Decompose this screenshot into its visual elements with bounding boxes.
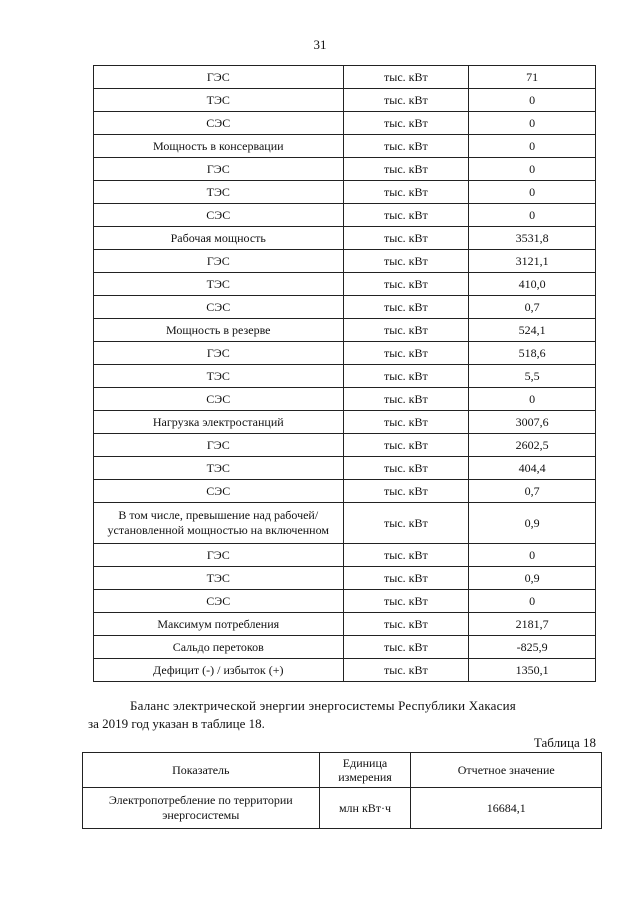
row-unit: тыс. кВт xyxy=(343,388,469,411)
table-row xyxy=(94,567,596,590)
row-value: 1350,1 xyxy=(469,659,596,682)
row-value: 0 xyxy=(469,388,596,411)
table-row xyxy=(94,227,596,250)
table-row xyxy=(94,296,596,319)
row-label: ГЭС xyxy=(94,342,344,365)
row-label: ГЭС xyxy=(94,250,344,273)
row-unit: тыс. кВт xyxy=(343,590,469,613)
row-label: ГЭС xyxy=(94,434,344,457)
table-row xyxy=(94,181,596,204)
row-label: ГЭС xyxy=(94,66,344,89)
row-value: 0,7 xyxy=(469,296,596,319)
row-unit: тыс. кВт xyxy=(343,659,469,682)
row-value: 2181,7 xyxy=(469,613,596,636)
row-label: ТЭС xyxy=(94,365,344,388)
row-label-line: установленной мощностью на включенном xyxy=(107,523,329,537)
row-value: 524,1 xyxy=(469,319,596,342)
row-value: 0 xyxy=(469,89,596,112)
row-unit: тыс. кВт xyxy=(343,365,469,388)
row-label: Рабочая мощность xyxy=(94,227,344,250)
energy-balance-table xyxy=(82,752,602,829)
row-unit: тыс. кВт xyxy=(343,112,469,135)
row-unit: тыс. кВт xyxy=(343,342,469,365)
row-value: 3121,1 xyxy=(469,250,596,273)
table-row xyxy=(94,273,596,296)
row-label-line: энергосистемы xyxy=(162,808,240,822)
table-row xyxy=(94,659,596,682)
row-value: -825,9 xyxy=(469,636,596,659)
row-label: Дефицит (-) / избыток (+) xyxy=(94,659,344,682)
row-unit: тыс. кВт xyxy=(343,227,469,250)
row-value: 5,5 xyxy=(469,365,596,388)
row-label xyxy=(83,788,320,829)
row-unit: тыс. кВт xyxy=(343,636,469,659)
table-row xyxy=(94,636,596,659)
row-value: 0 xyxy=(469,590,596,613)
table-row xyxy=(94,204,596,227)
table-row xyxy=(83,788,602,829)
row-unit: тыс. кВт xyxy=(343,480,469,503)
row-value: 2602,5 xyxy=(469,434,596,457)
row-label: СЭС xyxy=(94,590,344,613)
row-label-line: В том числе, превышение над рабочей/ xyxy=(118,508,319,522)
table-row xyxy=(94,158,596,181)
balance-paragraph xyxy=(88,697,558,733)
row-unit: тыс. кВт xyxy=(343,181,469,204)
row-label: ТЭС xyxy=(94,181,344,204)
column-header xyxy=(319,753,411,788)
row-label: СЭС xyxy=(94,480,344,503)
row-label xyxy=(94,503,344,544)
row-label: СЭС xyxy=(94,112,344,135)
row-unit: тыс. кВт xyxy=(343,135,469,158)
table-row xyxy=(94,411,596,434)
row-label-line: Электропотребление по территории xyxy=(108,793,293,807)
row-label: ТЭС xyxy=(94,567,344,590)
row-value: 3531,8 xyxy=(469,227,596,250)
row-label: ТЭС xyxy=(94,273,344,296)
table-row xyxy=(94,590,596,613)
row-label: ТЭС xyxy=(94,457,344,480)
row-value: 0 xyxy=(469,544,596,567)
table-row xyxy=(94,434,596,457)
row-unit: тыс. кВт xyxy=(343,204,469,227)
power-balance-table xyxy=(93,65,596,682)
row-unit: тыс. кВт xyxy=(343,250,469,273)
table-row xyxy=(94,342,596,365)
row-value: 3007,6 xyxy=(469,411,596,434)
row-label: СЭС xyxy=(94,296,344,319)
row-label: Нагрузка электростанций xyxy=(94,411,344,434)
row-label: ТЭС xyxy=(94,89,344,112)
row-value: 71 xyxy=(469,66,596,89)
row-value: 0,7 xyxy=(469,480,596,503)
row-unit: тыс. кВт xyxy=(343,319,469,342)
table-header-row xyxy=(83,753,602,788)
table-row xyxy=(94,89,596,112)
table-row xyxy=(94,388,596,411)
table-row xyxy=(94,480,596,503)
table-row xyxy=(94,112,596,135)
row-value: 404,4 xyxy=(469,457,596,480)
row-value: 0 xyxy=(469,135,596,158)
row-value: 0 xyxy=(469,158,596,181)
row-unit: тыс. кВт xyxy=(343,544,469,567)
row-unit: тыс. кВт xyxy=(343,567,469,590)
row-unit: тыс. кВт xyxy=(343,411,469,434)
row-unit: тыс. кВт xyxy=(343,66,469,89)
row-label: СЭС xyxy=(94,204,344,227)
row-label: Мощность в резерве xyxy=(94,319,344,342)
row-unit: тыс. кВт xyxy=(343,296,469,319)
table-caption: Таблица 18 xyxy=(533,735,596,750)
table-row xyxy=(94,613,596,636)
page-number: 31 xyxy=(313,37,327,52)
row-unit: тыс. кВт xyxy=(343,158,469,181)
row-value: 16684,1 xyxy=(411,788,602,829)
row-value: 0 xyxy=(469,181,596,204)
table-row xyxy=(94,503,596,544)
row-label: ГЭС xyxy=(94,544,344,567)
row-label: Максимум потребления xyxy=(94,613,344,636)
column-header-line: Единица xyxy=(342,756,388,770)
row-value: 0,9 xyxy=(469,567,596,590)
row-unit: тыс. кВт xyxy=(343,457,469,480)
table-row xyxy=(94,319,596,342)
table-row xyxy=(94,135,596,158)
row-unit: тыс. кВт xyxy=(343,434,469,457)
row-value: 410,0 xyxy=(469,273,596,296)
row-label: СЭС xyxy=(94,388,344,411)
row-unit: млн кВт·ч xyxy=(319,788,411,829)
row-value: 0,9 xyxy=(469,503,596,544)
row-value: 0 xyxy=(469,112,596,135)
row-label: Мощность в консервации xyxy=(94,135,344,158)
column-header: Отчетное значение xyxy=(411,753,602,788)
row-unit: тыс. кВт xyxy=(343,89,469,112)
paragraph-line: Баланс электрической энергии энергосистемы Республики Хакасия xyxy=(130,698,516,713)
table-row xyxy=(94,250,596,273)
row-unit: тыс. кВт xyxy=(343,503,469,544)
table-row xyxy=(94,544,596,567)
row-value: 518,6 xyxy=(469,342,596,365)
column-header-line: измерения xyxy=(338,770,392,784)
paragraph-line: за 2019 год указан в таблице 18. xyxy=(88,716,265,731)
row-unit: тыс. кВт xyxy=(343,613,469,636)
table-row xyxy=(94,365,596,388)
column-header: Показатель xyxy=(83,753,320,788)
row-label: Сальдо перетоков xyxy=(94,636,344,659)
table-row xyxy=(94,457,596,480)
row-label: ГЭС xyxy=(94,158,344,181)
table-row xyxy=(94,66,596,89)
row-value: 0 xyxy=(469,204,596,227)
row-unit: тыс. кВт xyxy=(343,273,469,296)
